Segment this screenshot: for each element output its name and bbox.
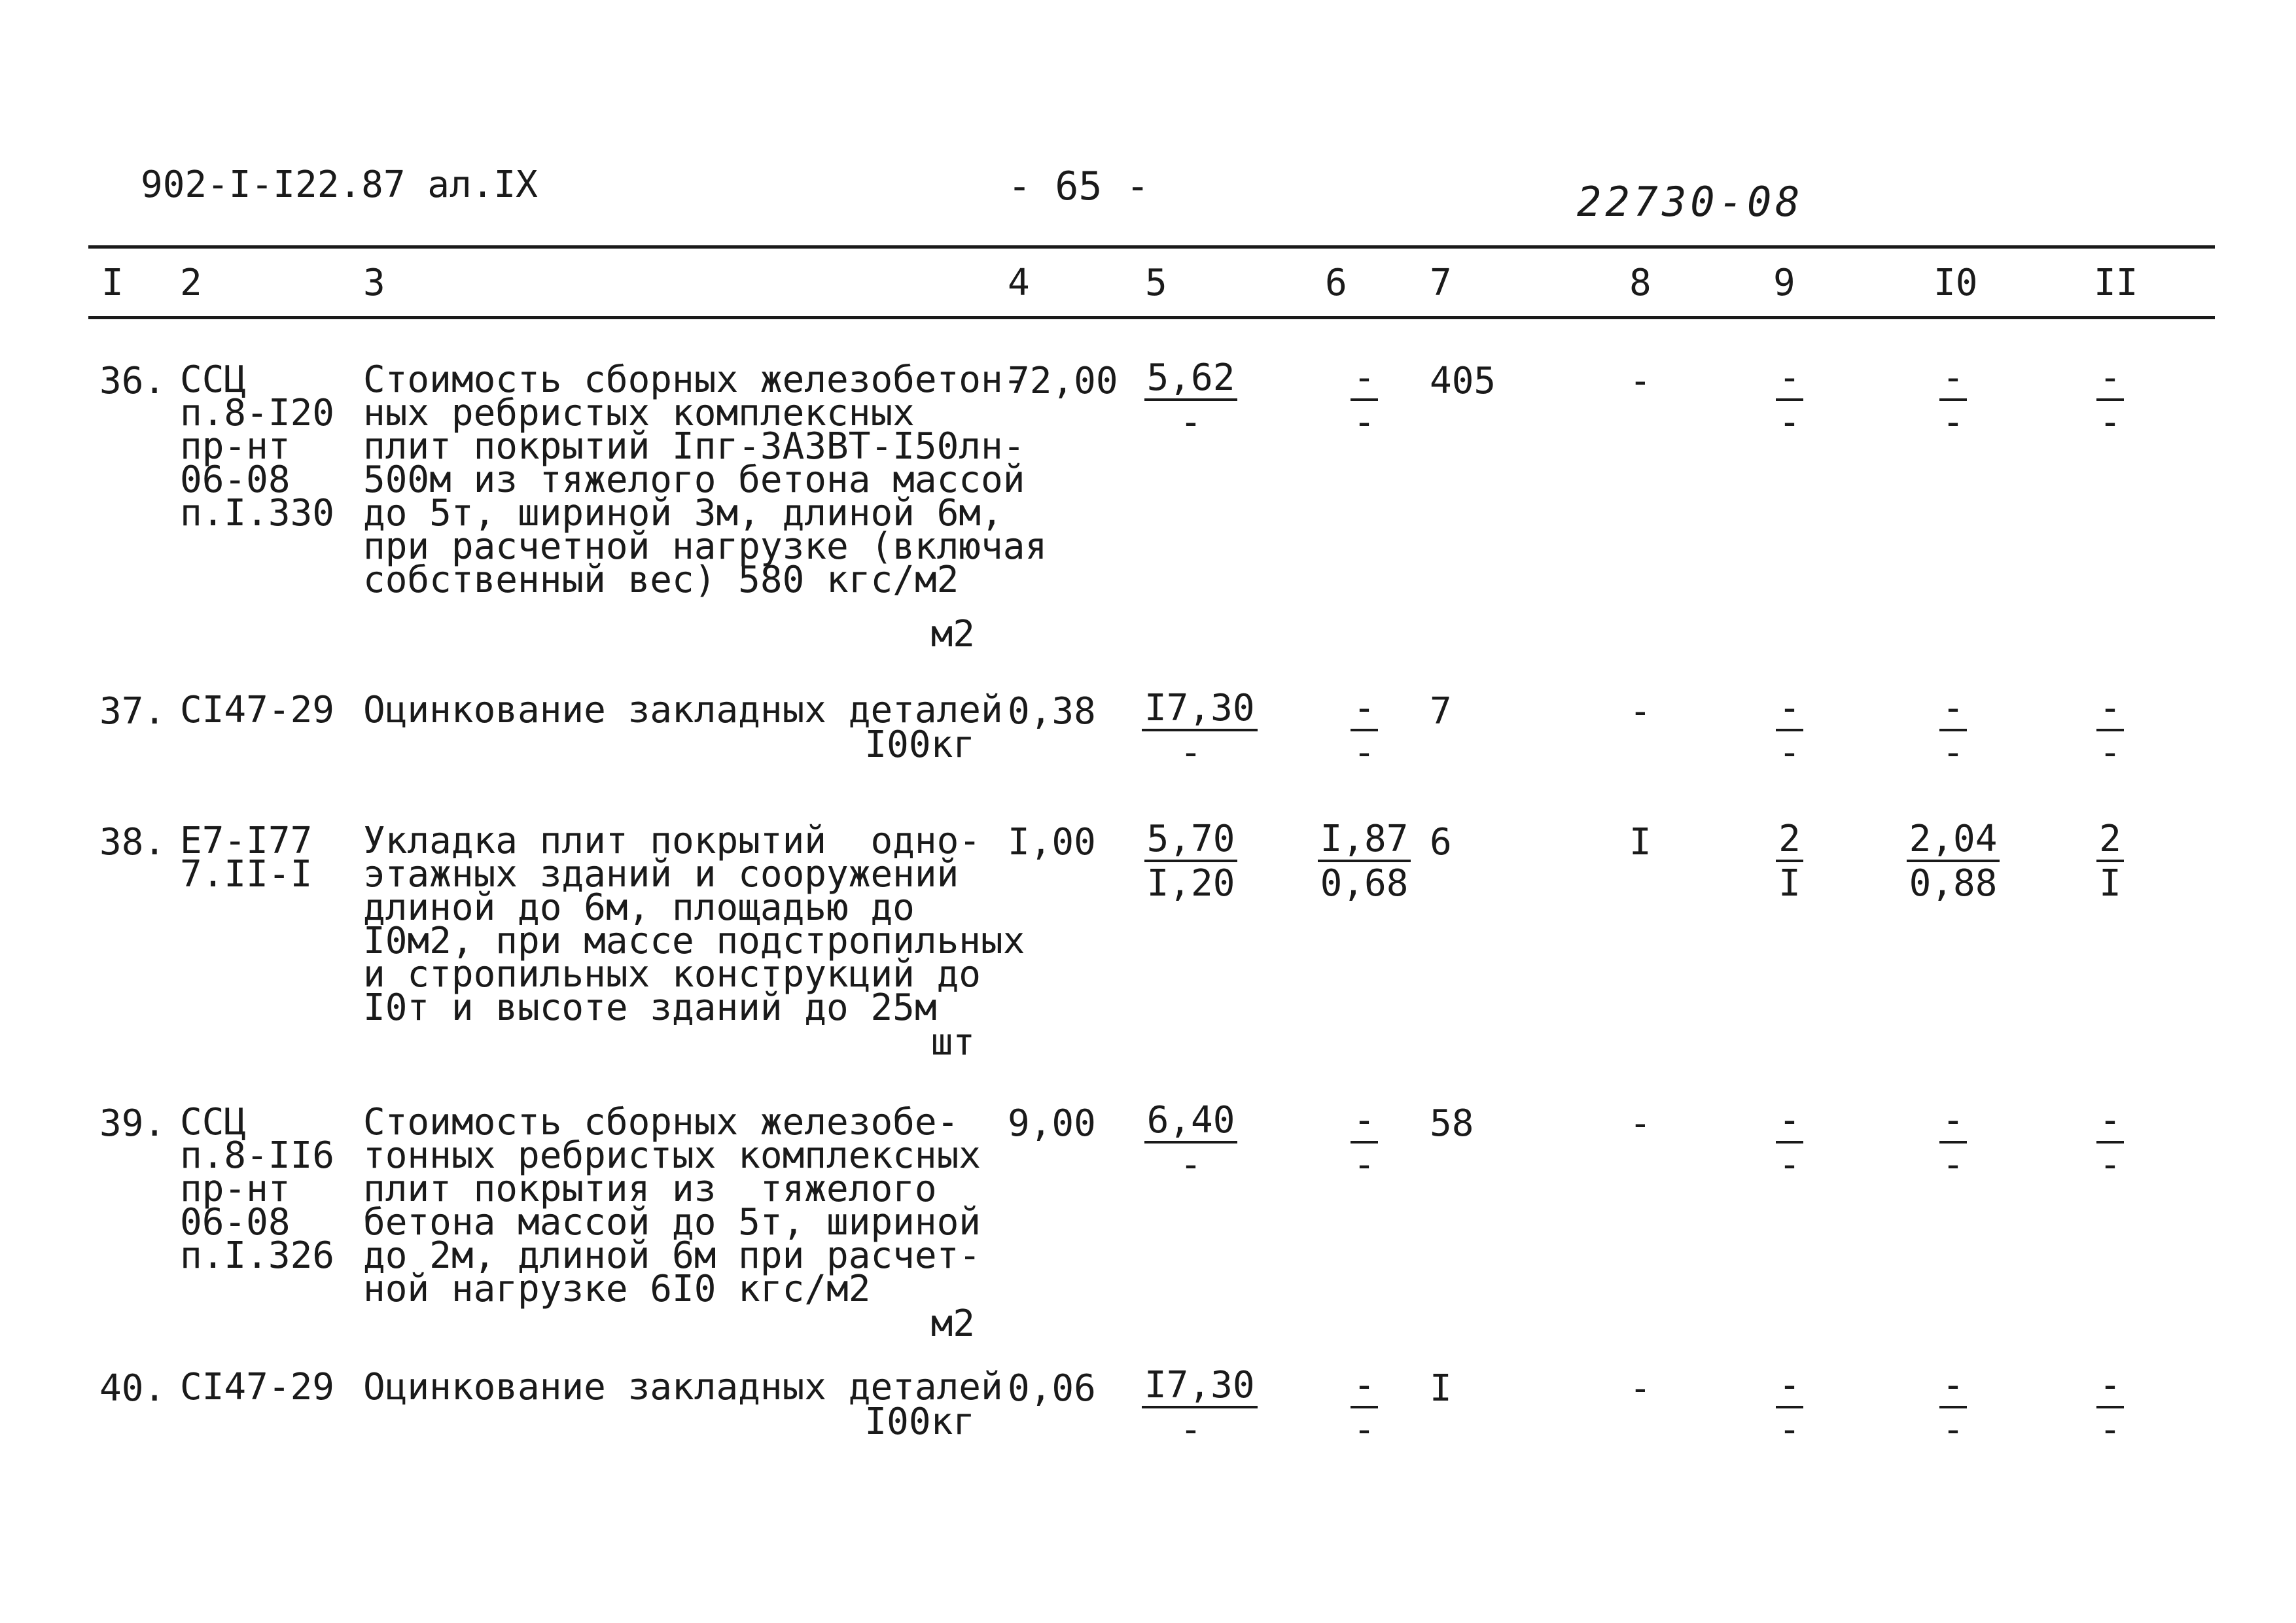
- fraction-numerator: -: [1351, 359, 1378, 401]
- quantity-cell: 72,00: [1008, 360, 1118, 402]
- fraction-denominator: -: [1778, 401, 1801, 444]
- fraction-denominator: -: [1778, 1143, 1801, 1186]
- fraction-numerator: 5,62: [1144, 359, 1238, 401]
- description-line: бетона массой до 5т, шириной: [363, 1201, 981, 1244]
- fraction-denominator: -: [2099, 731, 2121, 774]
- rate-code-line: Е7-I77: [180, 820, 313, 862]
- rate-code-line: СI47-29: [180, 1366, 335, 1408]
- description-line: плит покрытий Iпг-3А3ВТ-I50лн-: [363, 425, 1025, 468]
- fraction-denominator: -: [1778, 731, 1801, 774]
- column-header: 8: [1629, 262, 1651, 304]
- column-header: 6: [1325, 262, 1347, 304]
- fraction-numerator: I7,30: [1142, 1367, 1258, 1408]
- fraction-cell: [1740, 689, 1839, 775]
- labor-cost-cell: 7: [1430, 690, 1452, 733]
- description-line: при расчетной нагрузке (включая: [363, 525, 1048, 568]
- unit-of-measure: I00кг: [864, 1401, 975, 1443]
- rate-code-line: 06-08: [180, 459, 291, 501]
- row-number: 38.: [99, 821, 166, 864]
- description-line: Оцинкование закладных деталей: [363, 1366, 1003, 1408]
- quantity-cell: 0,38: [1008, 690, 1096, 733]
- description-line: и стропильных конструкций до: [363, 953, 981, 996]
- fraction-denominator: -: [1942, 401, 1964, 444]
- fraction-denominator: -: [1942, 1143, 1964, 1186]
- fraction-numerator: -: [1939, 689, 1967, 731]
- column-header: 5: [1145, 262, 1167, 304]
- fraction-denominator: -: [1353, 731, 1375, 774]
- description-line: до 2м, длиной 6м при расчет-: [363, 1234, 981, 1277]
- fraction-cell: [1315, 1099, 1413, 1187]
- fraction-denominator: -: [1353, 401, 1375, 444]
- rate-code-line: п.I.330: [180, 492, 335, 534]
- description-line: Укладка плит покрытий одно-: [363, 820, 981, 862]
- unit-of-measure: шт: [930, 1021, 975, 1064]
- column-header: 4: [1008, 262, 1030, 304]
- rate-code-line: 7.II-I: [180, 853, 313, 896]
- fraction-cell: [2061, 359, 2159, 444]
- fraction-cell: [2061, 1364, 2159, 1452]
- fraction-cell: [1904, 359, 2002, 444]
- description-line: плит покрытия из тяжелого: [363, 1168, 937, 1210]
- labor-cost-cell: 58: [1430, 1102, 1474, 1145]
- fraction-denominator: -: [1778, 1408, 1801, 1451]
- fraction-denominator: -: [2099, 401, 2121, 444]
- fraction-numerator: -: [1776, 1102, 1803, 1143]
- column-header: II: [2094, 262, 2138, 304]
- document-code: 902-I-I22.87 ал.IX: [141, 164, 538, 206]
- fraction-cell: [1315, 359, 1413, 444]
- fraction-cell: [2061, 1099, 2159, 1187]
- labor-cost-cell: 405: [1430, 360, 1496, 402]
- labor-cost-cell: 6: [1430, 821, 1452, 864]
- fraction-denominator: -: [1942, 1408, 1964, 1451]
- fraction-cell: [1904, 820, 2002, 905]
- fraction-numerator: -: [1776, 359, 1803, 401]
- fraction-numerator: 2: [1776, 820, 1803, 862]
- fraction-numerator: 2: [2096, 820, 2124, 862]
- description-line: Стоимость сборных железобе-: [363, 1101, 959, 1143]
- unit-of-measure: м2: [930, 613, 975, 655]
- fraction-denominator: -: [2099, 1143, 2121, 1186]
- description-line: 500м из тяжелого бетона массой: [363, 459, 1025, 501]
- workers-cell: -: [1629, 1102, 1651, 1145]
- fraction-denominator: -: [1180, 401, 1202, 444]
- fraction-numerator: -: [2096, 359, 2124, 401]
- rate-code-line: пр-нт: [180, 425, 291, 468]
- workers-cell: -: [1629, 690, 1651, 733]
- fraction-denominator: 0,68: [1320, 862, 1409, 905]
- fraction-cell: [1315, 689, 1413, 775]
- workers-cell: -: [1629, 1367, 1651, 1410]
- fraction-cell: [1904, 1364, 2002, 1452]
- column-header: I0: [1934, 262, 1978, 304]
- fraction-cell: [1315, 1364, 1413, 1452]
- description-line: ной нагрузке 6I0 кгс/м2: [363, 1268, 871, 1310]
- fraction-numerator: -: [1939, 1102, 1967, 1143]
- fraction-numerator: -: [1939, 359, 1967, 401]
- fraction-numerator: -: [2096, 689, 2124, 731]
- fraction-numerator: -: [1351, 1102, 1378, 1143]
- fraction-denominator: -: [1942, 731, 1964, 774]
- column-header: I: [101, 262, 124, 304]
- fraction-denominator: -: [1353, 1143, 1375, 1186]
- row-number: 40.: [99, 1367, 166, 1410]
- rate-code-line: п.I.326: [180, 1234, 335, 1277]
- labor-cost-cell: I: [1430, 1367, 1452, 1410]
- description-line: до 5т, шириной 3м, длиной 6м,: [363, 492, 1003, 534]
- fraction-numerator: 2,04: [1907, 820, 2000, 862]
- fraction-denominator: -: [1180, 731, 1202, 774]
- description-line: ных ребристых комплексных: [363, 392, 915, 434]
- rate-code-line: 06-08: [180, 1201, 291, 1244]
- fraction-cell: [1142, 1364, 1255, 1452]
- fraction-cell: [1142, 820, 1240, 905]
- fraction-denominator: I,20: [1146, 862, 1235, 905]
- fraction-cell: [2061, 820, 2159, 905]
- column-header: 3: [363, 262, 385, 304]
- header-top-rule: [88, 245, 2215, 249]
- column-header: 7: [1430, 262, 1452, 304]
- fraction-denominator: -: [1180, 1143, 1202, 1186]
- description-line: Стоимость сборных железобетон-: [363, 358, 1025, 401]
- description-line: собственный вес) 580 кгс/м2: [363, 559, 959, 601]
- fraction-cell: [1740, 359, 1839, 444]
- fraction-denominator: -: [1180, 1408, 1202, 1451]
- description-line: Оцинкование закладных деталей: [363, 689, 1003, 731]
- fraction-cell: [1904, 1099, 2002, 1187]
- workers-cell: -: [1629, 360, 1651, 402]
- fraction-cell: [1142, 1099, 1240, 1187]
- document-number: 22730-08: [1577, 178, 1804, 226]
- page-number: - 65 -: [1008, 164, 1150, 209]
- workers-cell: I: [1629, 821, 1651, 864]
- fraction-cell: [1740, 1099, 1839, 1187]
- fraction-cell: [1142, 359, 1240, 444]
- fraction-denominator: -: [2099, 1408, 2121, 1451]
- fraction-denominator: -: [1353, 1408, 1375, 1451]
- fraction-cell: [2061, 689, 2159, 775]
- column-header: 2: [180, 262, 202, 304]
- fraction-numerator: I7,30: [1142, 689, 1258, 731]
- fraction-numerator: 6,40: [1144, 1102, 1238, 1143]
- column-header: 9: [1773, 262, 1795, 304]
- rate-code-line: п.8-I20: [180, 392, 335, 434]
- quantity-cell: 9,00: [1008, 1102, 1096, 1145]
- rate-code-line: СI47-29: [180, 689, 335, 731]
- fraction-numerator: -: [1939, 1367, 1967, 1408]
- row-number: 39.: [99, 1102, 166, 1145]
- description-line: I0т и высоте зданий до 25м: [363, 986, 937, 1029]
- fraction-denominator: 0,88: [1909, 862, 1998, 905]
- fraction-denominator: I: [2099, 862, 2121, 905]
- fraction-numerator: -: [1351, 689, 1378, 731]
- fraction-denominator: I: [1778, 862, 1801, 905]
- unit-of-measure: м2: [930, 1302, 975, 1345]
- row-number: 37.: [99, 690, 166, 733]
- rate-code-line: пр-нт: [180, 1168, 291, 1210]
- fraction-numerator: I,87: [1318, 820, 1411, 862]
- fraction-cell: [1142, 687, 1255, 775]
- fraction-cell: [1740, 1364, 1839, 1452]
- unit-of-measure: I00кг: [864, 724, 975, 766]
- fraction-numerator: -: [1776, 689, 1803, 731]
- fraction-cell: [1315, 820, 1413, 905]
- description-line: длиной до 6м, площадью до: [363, 886, 915, 929]
- fraction-numerator: 5,70: [1144, 820, 1238, 862]
- description-line: I0м2, при массе подстропильных: [363, 920, 1025, 962]
- fraction-numerator: -: [2096, 1367, 2124, 1408]
- rate-code-line: ССЦ: [180, 1101, 247, 1143]
- description-line: этажных зданий и сооружений: [363, 853, 959, 896]
- quantity-cell: 0,06: [1008, 1367, 1096, 1410]
- fraction-numerator: -: [1351, 1367, 1378, 1408]
- fraction-cell: [1904, 689, 2002, 775]
- description-line: тонных ребристых комплексных: [363, 1134, 981, 1177]
- fraction-numerator: -: [2096, 1102, 2124, 1143]
- fraction-cell: [1740, 820, 1839, 905]
- rate-code-line: ССЦ: [180, 358, 247, 401]
- quantity-cell: I,00: [1008, 821, 1096, 864]
- fraction-numerator: -: [1776, 1367, 1803, 1408]
- rate-code-line: п.8-II6: [180, 1134, 335, 1177]
- row-number: 36.: [99, 360, 166, 402]
- header-bottom-rule: [88, 316, 2215, 319]
